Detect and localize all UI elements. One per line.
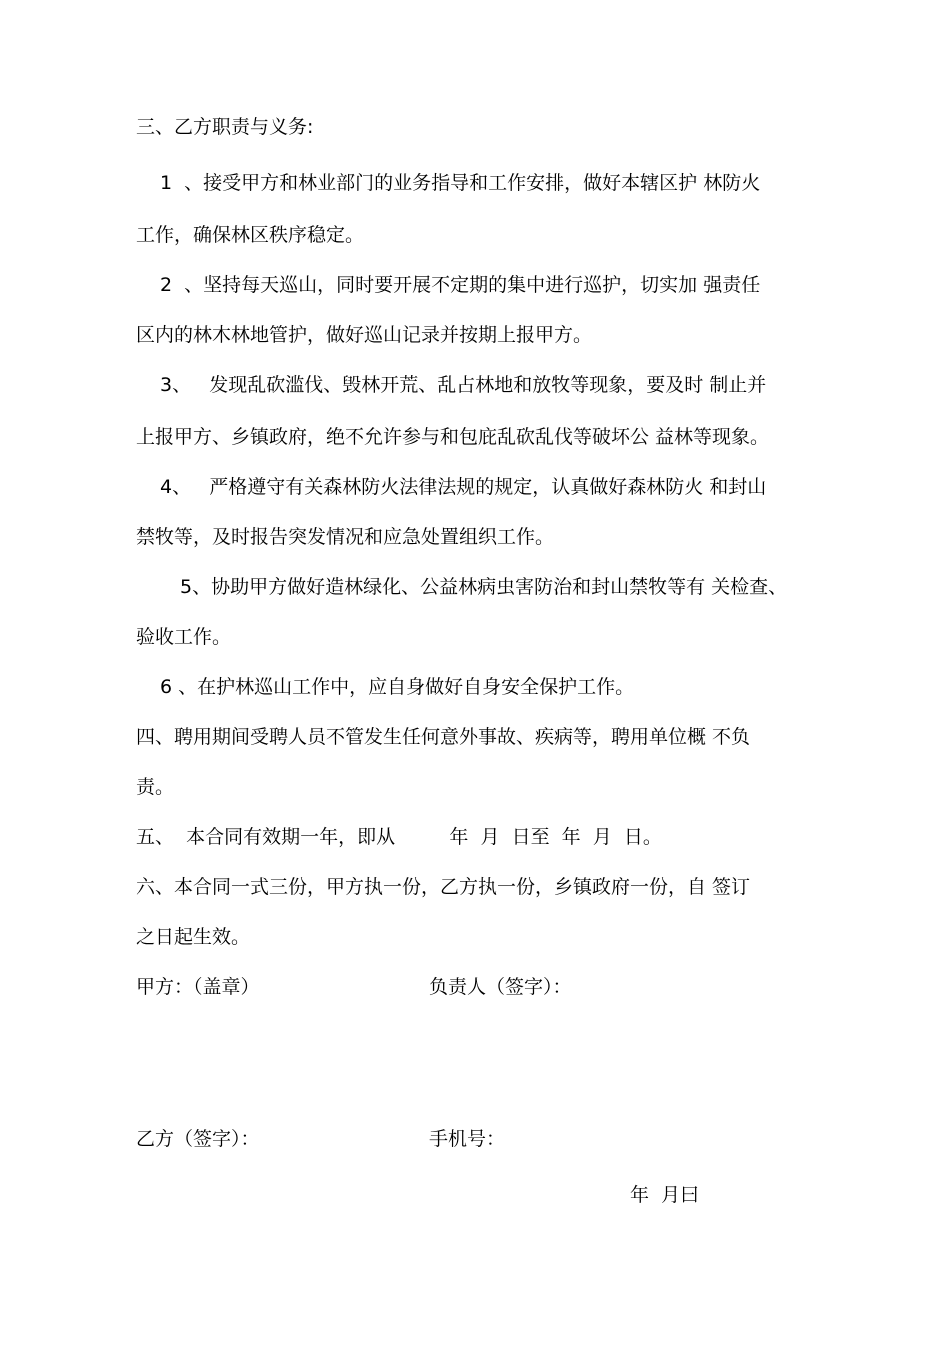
duty-item-4-line-1: 4、 严格遵守有关森林防火法律法规的规定，认真做好森林防火 和封山 <box>160 476 767 498</box>
phone-number-label: 手机号： <box>429 1128 506 1150</box>
clause-5-validity: 五、 本合同有效期一年，即从 年 月 日至 年 月 日。 <box>136 826 662 848</box>
duty-item-3-line-1: 3、 发现乱砍滥伐、毁林开荒、乱占林地和放牧等现象，要及时 制止并 <box>160 374 767 396</box>
party-b-signature-label: 乙方（签字）： <box>136 1128 260 1150</box>
duty-item-1-line-1: 1 、接受甲方和林业部门的业务指导和工作安排，做好本辖区护 林防火 <box>160 172 761 194</box>
duty-item-5-line-1: 5、协助甲方做好造林绿化、公益林病虫害防治和封山禁牧等有 关检查、 <box>180 576 788 598</box>
duty-item-1-line-2: 工作，确保林区秩序稳定。 <box>136 224 365 246</box>
duty-item-3-line-2: 上报甲方、乡镇政府，绝不允许参与和包庇乱砍乱伐等破坏公 益林等现象。 <box>136 426 770 448</box>
clause-4-line-2: 责。 <box>136 776 175 798</box>
signing-date: 年 月曰 <box>630 1184 700 1206</box>
party-a-seal-label: 甲方：（盖章） <box>136 976 260 998</box>
section-title-party-b-duties: 三、乙方职责与义务: <box>136 116 314 138</box>
clause-6-line-1: 六、本合同一式三份，甲方执一份，乙方执一份，乡镇政府一份，自 签订 <box>136 876 751 898</box>
duty-item-5-line-2: 验收工作。 <box>136 626 232 648</box>
responsible-person-label: 负责人（签字）： <box>429 976 572 998</box>
clause-4-line-1: 四、聘用期间受聘人员不管发生任何意外事故、疾病等，聘用单位概 不负 <box>136 726 751 748</box>
duty-item-4-line-2: 禁牧等，及时报告突发情况和应急处置组织工作。 <box>136 526 555 548</box>
clause-6-line-2: 之日起生效。 <box>136 926 251 948</box>
duty-item-2-line-1: 2 、坚持每天巡山，同时要开展不定期的集中进行巡护，切实加 强责任 <box>160 274 761 296</box>
duty-item-6: 6 、在护林巡山工作中，应自身做好自身安全保护工作。 <box>160 676 635 698</box>
duty-item-2-line-2: 区内的林木林地管护，做好巡山记录并按期上报甲方。 <box>136 324 593 346</box>
